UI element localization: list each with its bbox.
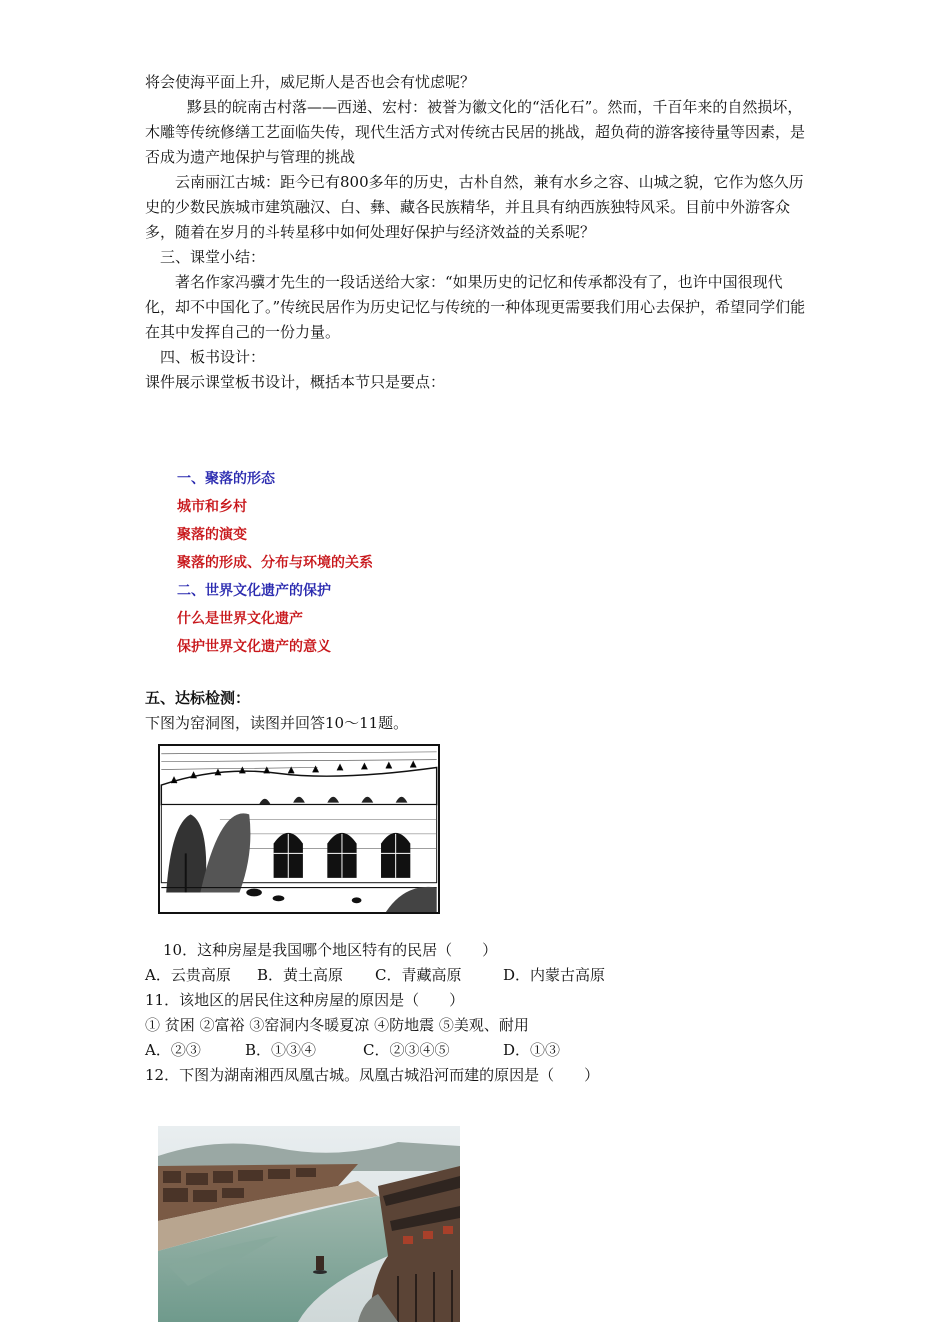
board-heading: 四、板书设计： — [160, 348, 266, 366]
question-11: 11．该地区的居民住这种房屋的原因是（ ） — [145, 991, 465, 1009]
outline-item: 聚落的形成、分布与环境的关系 — [177, 555, 373, 571]
outline-item: 城市和乡村 — [177, 499, 247, 515]
outline-item: 什么是世界文化遗产 — [177, 611, 303, 627]
summary-heading: 三、课堂小结： — [160, 248, 266, 266]
q10-option-d: D．内蒙古高原 — [503, 966, 606, 984]
q11-option-a: A．②③ — [145, 1041, 201, 1059]
summary-text: 著名作家冯骥才先生的一段话送给大家：“如果历史的记忆和传承都没有了，也许中国很现代化，却不中国化了。”传统民居作为历史记忆与传统的一种体现更需要我们用心去保护，希望同学们能在其中发挥自己的一份力量。 — [145, 273, 806, 341]
test-intro: 下图为窑洞图，读图并回答10～11题。 — [145, 714, 409, 732]
q10-option-a: A．云贵高原 — [145, 966, 231, 984]
question-11-reasons: ① 贫困 ②富裕 ③窑洞内冬暖夏凉 ④防地震 ⑤美观、耐用 — [145, 1016, 529, 1034]
paragraph-xidi-hongcun: 黟县的皖南古村落——西递、宏村：被誉为徽文化的“活化石”。然而，千百年来的自然损坏，木雕等传统修缮工艺面临失传，现代生活方式对传统古民居的挑战，超负荷的游客接待量等因素，是否成为遗产地保护与管理的挑战 — [145, 98, 806, 166]
question-10-options — [145, 963, 810, 988]
question-10: 10．这种房屋是我国哪个地区特有的民居（ ） — [163, 941, 498, 959]
q11-option-c: C．②③④⑤ — [363, 1041, 450, 1059]
question-11-options — [145, 1038, 810, 1063]
paragraph-venice: 将会使海平面上升，威尼斯人是否也会有忧虑呢？ — [145, 73, 476, 91]
test-heading: 五、达标检测： — [145, 689, 251, 707]
document-page — [145, 70, 810, 1326]
question-12: 12．下图为湖南湘西凤凰古城。凤凰古城沿河而建的原因是（ ） — [145, 1066, 600, 1084]
paragraph-lijiang: 云南丽江古城：距今已有800多年的历史，古朴自然，兼有水乡之容、山城之貌，它作为悠久历史的少数民族城市建筑融汉、白、彝、藏各民族精华，并且具有纳西族独特风采。目前中外游客众多，随着在岁月的斗转星移中如何处理好保护与经济效益的关系呢？ — [145, 173, 804, 241]
outline-item: 聚落的演变 — [177, 527, 247, 543]
outline-item: 二、世界文化遗产的保护 — [177, 583, 331, 599]
q10-option-c: C．青藏高原 — [375, 966, 462, 984]
outline-item: 保护世界文化遗产的意义 — [177, 639, 331, 655]
cave-dwelling-image — [158, 744, 440, 914]
q11-option-b: B．①③④ — [245, 1041, 317, 1059]
board-outline — [145, 465, 810, 661]
q11-option-d: D．①③ — [503, 1041, 561, 1059]
outline-item: 一、聚落的形态 — [177, 471, 275, 487]
q10-option-b: B．黄土高原 — [257, 966, 344, 984]
board-text: 课件展示课堂板书设计，概括本节只是要点： — [145, 373, 446, 391]
fenghuang-town-photo — [158, 1126, 460, 1322]
